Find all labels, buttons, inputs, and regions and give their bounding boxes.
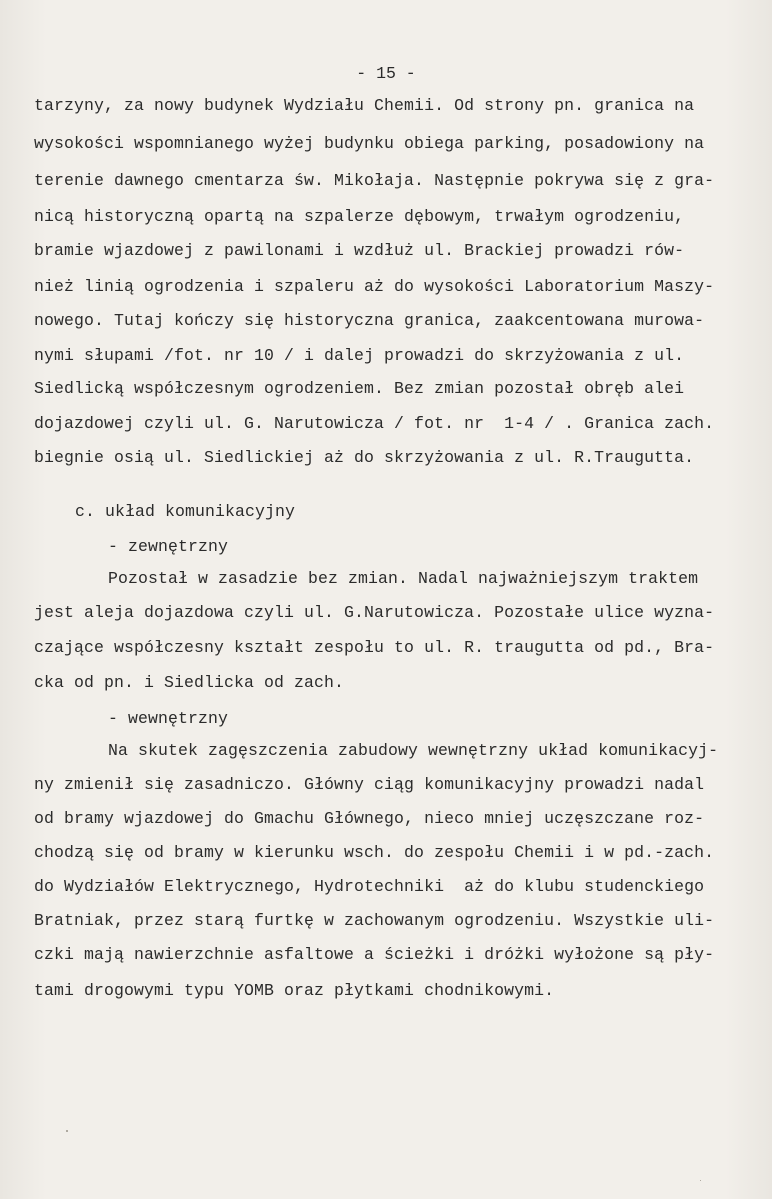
paragraph-2-line: cka od pn. i Siedlicka od zach. [34, 673, 345, 692]
paragraph-2-line: Pozostał w zasadzie bez zmian. Nadal najważniejszym traktem [108, 569, 699, 588]
paragraph-2-line: jest aleja dojazdowa czyli ul. G.Narutowicza. Pozostałe ulice wyzna- [34, 603, 715, 622]
paragraph-1-line: Siedlicką współczesnym ogrodzeniem. Bez zmian pozostał obręb alei [34, 379, 685, 398]
paragraph-1-line: nymi słupami /fot. nr 10 / i dalej prowadzi do skrzyżowania z ul. [34, 346, 685, 365]
paragraph-3-line: czki mają nawierzchnie asfaltowe a ścieżki i dróżki wyłożone są pły- [34, 945, 715, 964]
paragraph-1-line: nowego. Tutaj kończy się historyczna granica, zaakcentowana murowa- [34, 311, 705, 330]
sub-heading-external: - zewnętrzny [108, 537, 229, 556]
paragraph-1-line: tarzyny, za nowy budynek Wydziału Chemii. Od strony pn. granica na [34, 96, 695, 115]
paragraph-3-line: do Wydziałów Elektrycznego, Hydrotechniki aż do klubu studenckiego [34, 877, 705, 896]
paragraph-1-line: terenie dawnego cmentarza św. Mikołaja. Następnie pokrywa się z gra- [34, 171, 715, 190]
paragraph-2-line: czające współczesny kształt zespołu to ul. R. traugutta od pd., Bra- [34, 638, 715, 657]
paragraph-3-line: ny zmienił się zasadniczo. Główny ciąg komunikacyjny prowadzi nadal [34, 775, 705, 794]
paragraph-3-line: Na skutek zagęszczenia zabudowy wewnętrzny układ komunikacyj- [108, 741, 719, 760]
sub-heading-internal: - wewnętrzny [108, 709, 229, 728]
paragraph-3-line: tami drogowymi typu YOMB oraz płytkami chodnikowymi. [34, 981, 555, 1000]
paragraph-1-line: nicą historyczną opartą na szpalerze dębowym, trwałym ogrodzeniu, [34, 207, 685, 226]
paragraph-3-line: od bramy wjazdowej do Gmachu Głównego, nieco mniej uczęszczane roz- [34, 809, 705, 828]
paragraph-1-line: wysokości wspomnianego wyżej budynku obiega parking, posadowiony na [34, 134, 705, 153]
paragraph-1-line: biegnie osią ul. Siedlickiej aż do skrzyżowania z ul. R.Traugutta. [34, 448, 695, 467]
paragraph-1-line: bramie wjazdowej z pawilonami i wzdłuż ul. Brackiej prowadzi rów- [34, 241, 685, 260]
section-heading: c. układ komunikacyjny [75, 502, 296, 521]
page-number: - 15 - [356, 64, 416, 83]
paper-speck [700, 1180, 701, 1181]
paragraph-3-line: Bratniak, przez starą furtkę w zachowanym ogrodzeniu. Wszystkie uli- [34, 911, 715, 930]
paper-speck [66, 1130, 68, 1132]
paragraph-3-line: chodzą się od bramy w kierunku wsch. do zespołu Chemii i w pd.-zach. [34, 843, 715, 862]
paragraph-1-line: nież linią ogrodzenia i szpaleru aż do wysokości Laboratorium Maszy- [34, 277, 715, 296]
paragraph-1-line: dojazdowej czyli ul. G. Narutowicza / fot. nr 1-4 / . Granica zach. [34, 414, 715, 433]
